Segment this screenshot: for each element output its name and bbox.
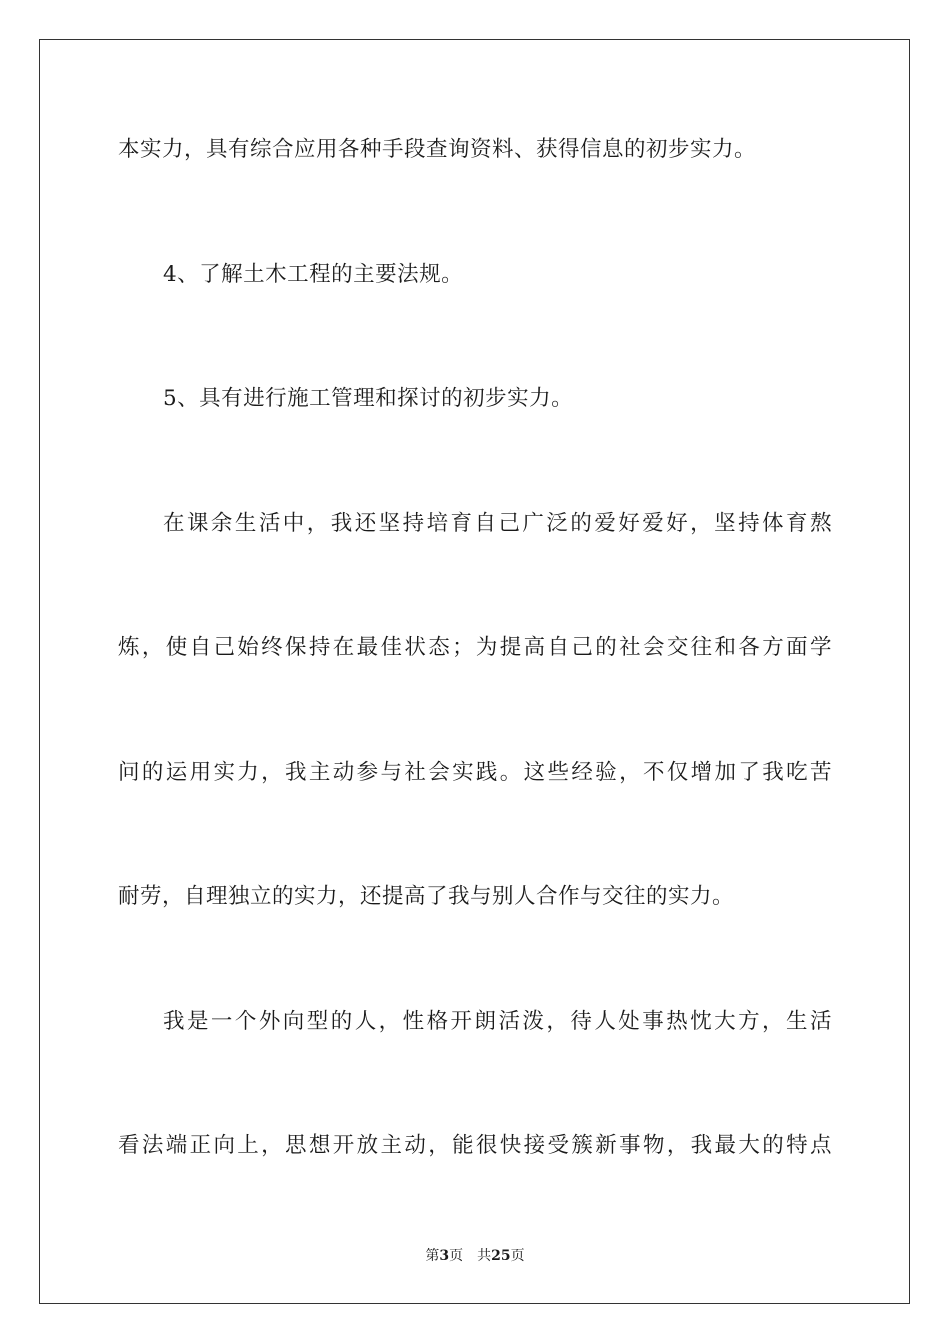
text-line-2: 4、了解土木工程的主要法规。 — [163, 262, 464, 287]
page-border — [39, 39, 910, 1304]
page-footer — [0, 1247, 950, 1265]
page-suffix: 页 — [449, 1248, 464, 1264]
total-suffix: 页 — [510, 1248, 525, 1264]
text-line-4: 在课余生活中，我还坚持培育自己广泛的爱好爱好，坚持体育熬 — [163, 511, 832, 536]
text-line-3: 5、具有进行施工管理和探讨的初步实力。 — [163, 386, 574, 411]
page-current: 3 — [439, 1248, 450, 1264]
text-line-1: 本实力，具有综合应用各种手段查询资料、获得信息的初步实力。 — [118, 137, 757, 162]
text-line-9: 看法端正向上，思想开放主动，能很快接受簇新事物，我最大的特点 — [118, 1133, 832, 1158]
text-line-8: 我是一个外向型的人，性格开朗活泼，待人处事热忱大方，生活 — [163, 1009, 832, 1034]
text-line-6: 问的运用实力，我主动参与社会实践。这些经验，不仅增加了我吃苦 — [118, 760, 832, 785]
total-prefix: 共 — [477, 1248, 492, 1264]
page-total: 25 — [491, 1248, 511, 1264]
page-prefix: 第 — [425, 1248, 440, 1264]
text-line-7: 耐劳，自理独立的实力，还提高了我与别人合作与交往的实力。 — [118, 884, 735, 909]
text-line-5: 炼，使自己始终保持在最佳状态；为提高自己的社会交往和各方面学 — [118, 635, 832, 660]
